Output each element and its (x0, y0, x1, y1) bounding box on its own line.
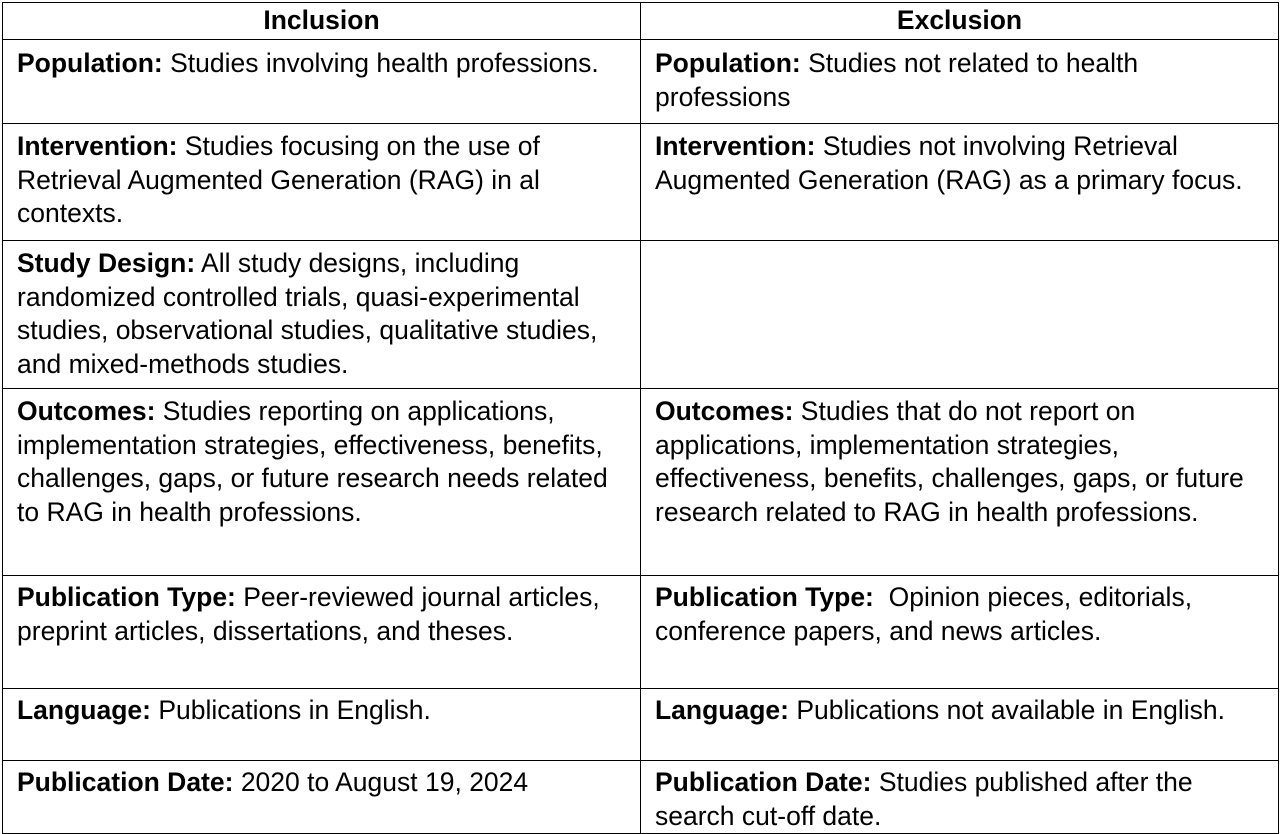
criterion-label: Publication Date: (17, 767, 234, 797)
criterion-label: Population: (17, 48, 163, 78)
criterion-text: 2020 to August 19, 2024 (233, 767, 529, 797)
criterion-label: Language: (655, 695, 789, 725)
exclusion-header: Exclusion (641, 3, 1279, 40)
exclusion-cell (641, 40, 1279, 124)
criteria-table (2, 2, 1279, 834)
criterion-text: Studies not involving Retrieval Augmented Generation (RAG) as a primary focus. (655, 131, 1243, 195)
table-row-population (3, 40, 1279, 124)
criterion-label: Language: (17, 695, 151, 725)
criterion-text: Opinion pieces, editorials, conference papers, and news articles. (655, 582, 1200, 646)
criterion-label: Outcomes: (655, 396, 794, 426)
criterion-text: Publications in English. (150, 695, 431, 725)
table-row-language (3, 689, 1279, 761)
criterion-label: Publication Type: (655, 582, 874, 612)
header-row (3, 3, 1279, 40)
inclusion-cell (3, 761, 641, 834)
criterion-label: Intervention: (655, 131, 816, 161)
criterion-text: All study designs, including randomized controlled trials, quasi-experimental studies, observational studies, qualitative studies, and mixed-methods studies. (17, 248, 598, 379)
table-row-publication-type (3, 576, 1279, 689)
exclusion-cell (641, 576, 1279, 689)
criterion-text: Peer-reviewed journal articles, preprint articles, dissertations, and theses. (17, 582, 600, 646)
exclusion-cell (641, 389, 1279, 576)
criterion-text: Studies that do not report on applications, implementation strategies, effectiveness, benefits, challenges, gaps, or future research related to RAG in health professions. (655, 396, 1244, 527)
exclusion-cell (641, 689, 1279, 761)
criterion-label: Outcomes: (17, 396, 156, 426)
criterion-text: Studies published after the search cut-off date. (655, 767, 1193, 831)
inclusion-cell (3, 241, 641, 389)
criterion-text: Studies not related to health professions (655, 48, 1139, 112)
criterion-text: Studies reporting on applications, implementation strategies, effectiveness, benefits, challenges, gaps, or future research needs related to RAG in health professions. (17, 396, 608, 527)
criterion-text: Studies focusing on the use of Retrieval Augmented Generation (RAG) in al contexts. (17, 131, 540, 228)
criterion-label: Intervention: (17, 131, 178, 161)
criterion-text: Publications not available in English. (788, 695, 1226, 725)
exclusion-cell (641, 124, 1279, 241)
inclusion-cell (3, 389, 641, 576)
criterion-text: Studies involving health professions. (162, 48, 599, 78)
criterion-label: Study Design: (17, 248, 196, 278)
criterion-label: Publication Type: (17, 582, 236, 612)
exclusion-cell (641, 241, 1279, 389)
table-row-publication-date (3, 761, 1279, 834)
inclusion-cell (3, 689, 641, 761)
table-row-intervention (3, 124, 1279, 241)
inclusion-header: Inclusion (3, 3, 641, 40)
inclusion-cell (3, 576, 641, 689)
inclusion-cell (3, 124, 641, 241)
exclusion-cell (641, 761, 1279, 834)
table-row-outcomes (3, 389, 1279, 576)
criterion-label: Publication Date: (655, 767, 872, 797)
inclusion-cell (3, 40, 641, 124)
table-row-study-design (3, 241, 1279, 389)
criterion-label: Population: (655, 48, 801, 78)
